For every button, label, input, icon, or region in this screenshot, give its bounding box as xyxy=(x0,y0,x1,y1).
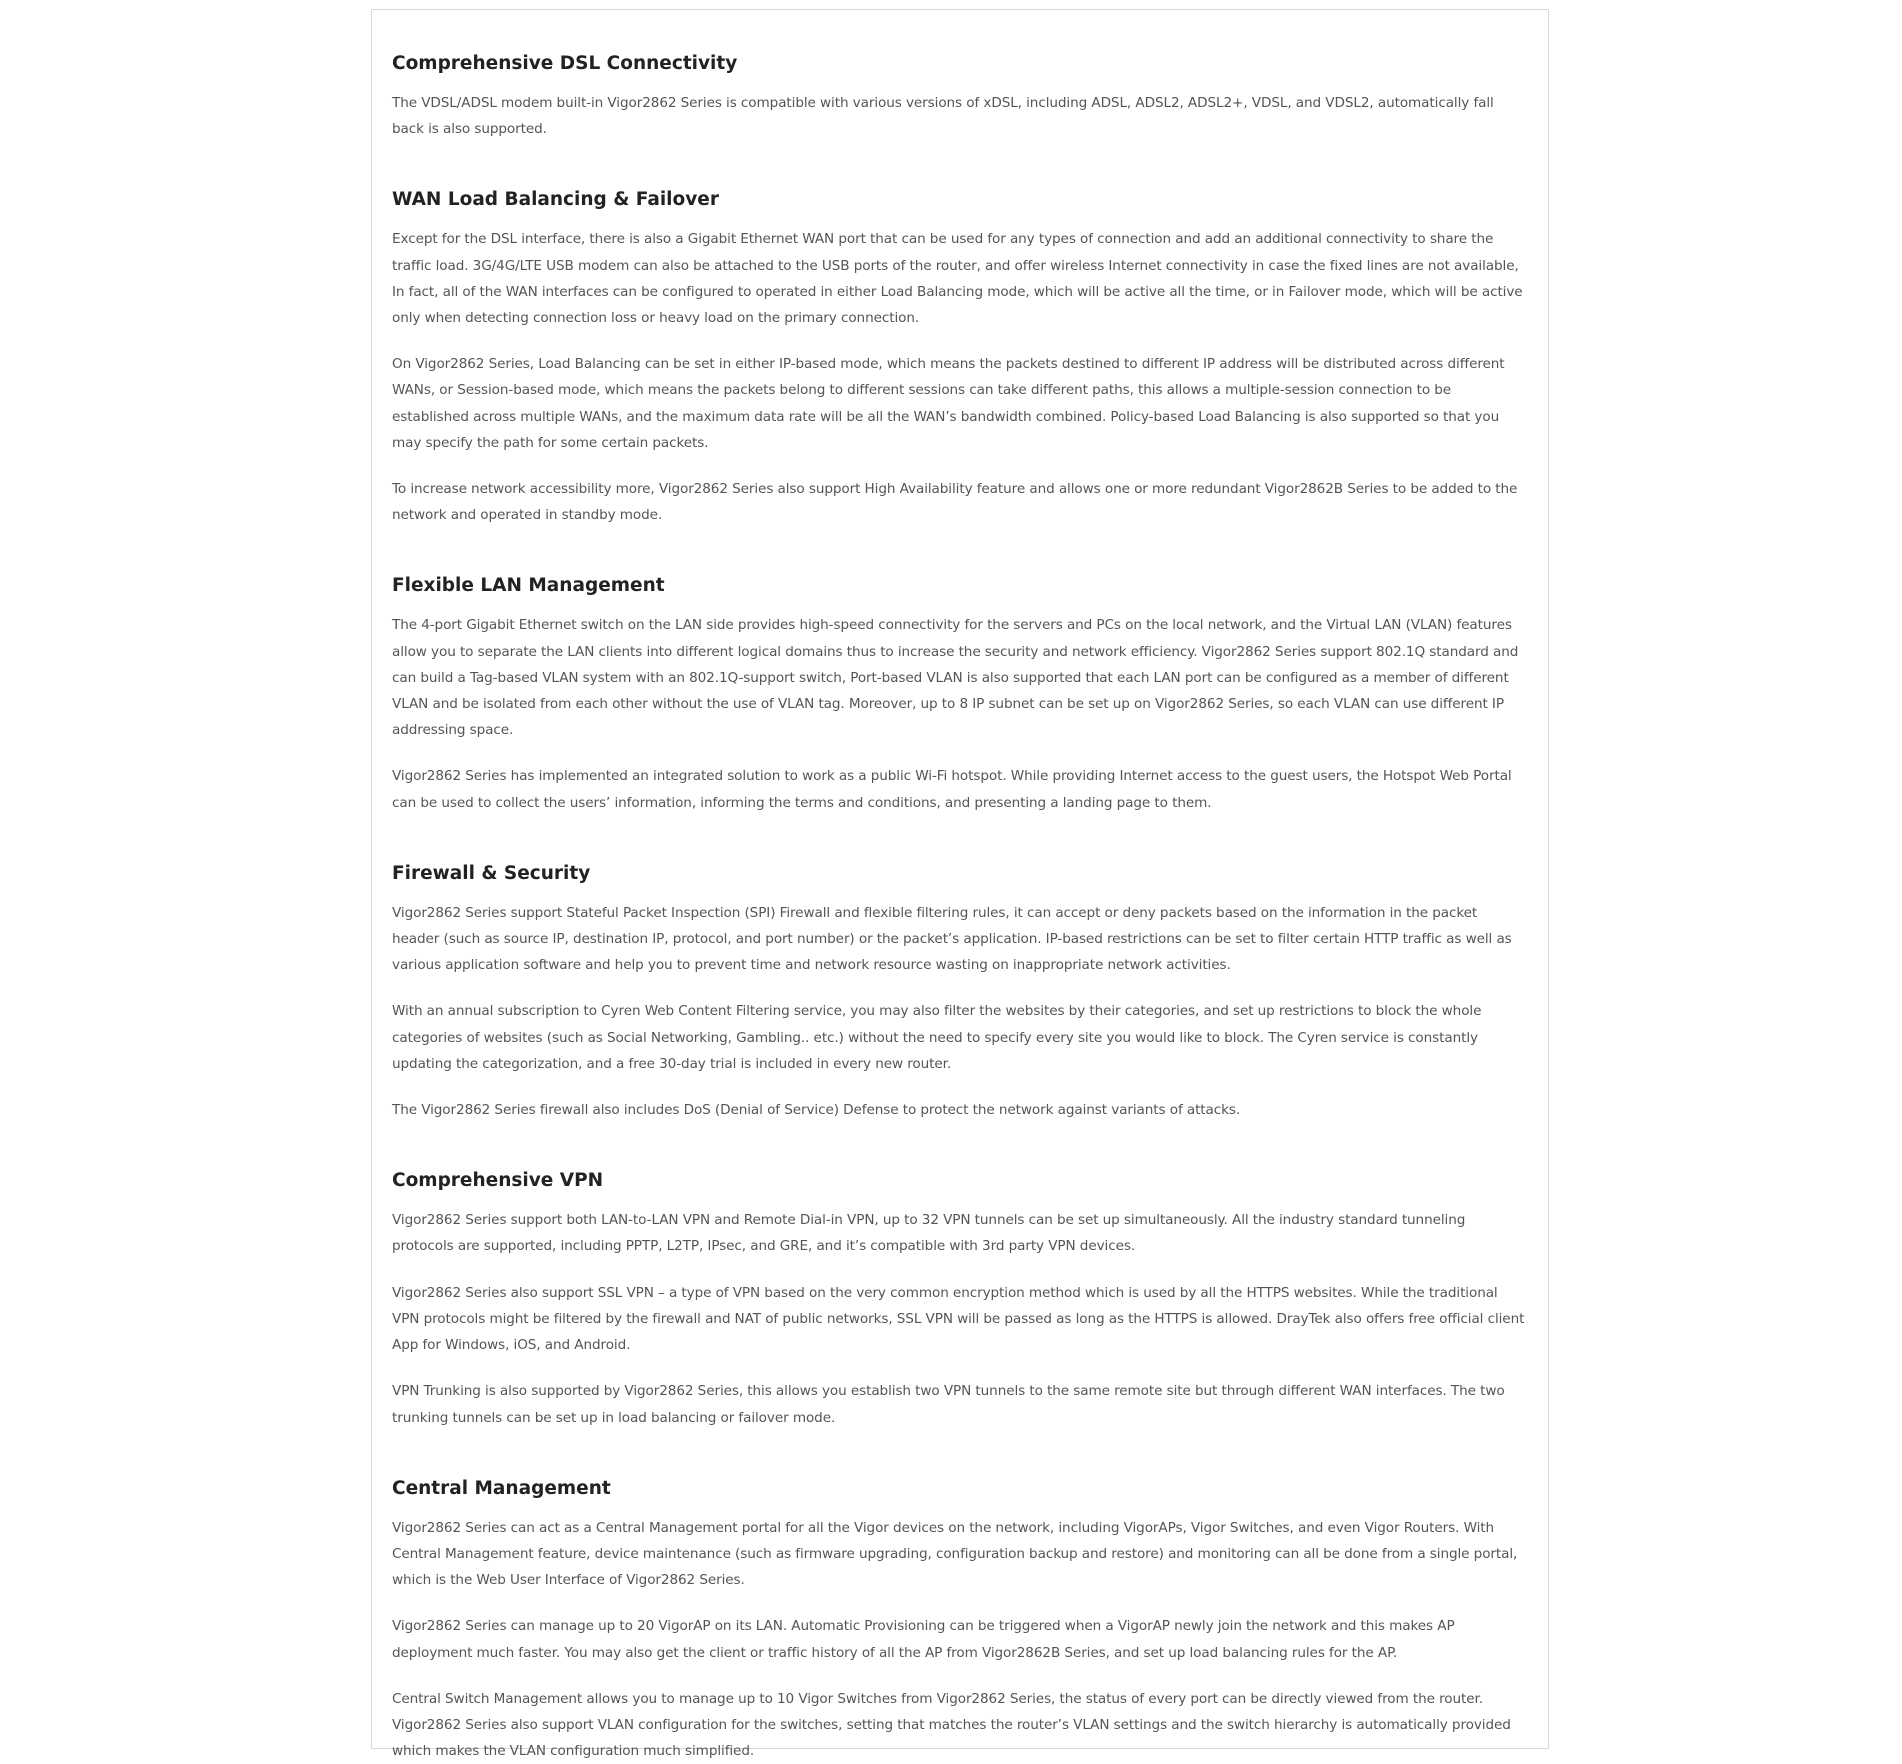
section-paragraph: Except for the DSL interface, there is also a Gigabit Ethernet WAN port that can be used for any types of connection and add an additional connectivity to share the traffic load. 3G/4G/LTE USB modem can also be attached to the USB ports of the router, and offer wireless Internet connectivity in case the fixed lines are not available, In fact, all of the WAN interfaces can be configured to operated in either Load Balancing mode, which will be active all the time, or in Failover mode, which will be active only when detecting connection loss or heavy load on the primary connection. xyxy=(392,231,1523,327)
section-heading: WAN Load Balancing & Failover xyxy=(392,189,719,211)
section-paragraph: Vigor2862 Series support Stateful Packet Inspection (SPI) Firewall and flexible filtering rules, it can accept or deny packets based on the information in the packet header (such as source IP, destination IP, protocol, and port number) or the packet’s application. IP-based restrictions can be set to filter certain HTTP traffic as well as various application software and help you to prevent time and network resource wasting on inappropriate network activities. xyxy=(392,904,1512,974)
section-heading: Central Management xyxy=(392,1477,611,1499)
section-paragraph: Vigor2862 Series can manage up to 20 VigorAP on its LAN. Automatic Provisioning can be triggered when a VigorAP newly join the network and this makes AP deployment much faster. You may also get the client or traffic history of all the AP from Vigor2862B Series, and set up load balancing rules for the AP. xyxy=(392,1618,1455,1661)
section-heading: Flexible LAN Management xyxy=(392,575,665,597)
section-comprehensive-vpn xyxy=(392,1169,1528,1430)
section-paragraph: With an annual subscription to Cyren Web Content Filtering service, you may also filter the websites by their categories, and set up restrictions to block the whole categories of websites (such as Social Networking, Gambling.. etc.) without the need to specify every site you would like to block. The Cyren service is constantly updating the categorization, and a free 30-day trial is included in every new router. xyxy=(392,1003,1482,1072)
section-firewall-security xyxy=(392,862,1528,1123)
section-paragraph: Vigor2862 Series support both LAN-to-LAN VPN and Remote Dial-in VPN, up to 32 VPN tunnels can be set up simultaneously. All the industry standard tunneling protocols are supported, including PPTP, L2TP, IPsec, and GRE, and it’s compatible with 3rd party VPN devices. xyxy=(392,1212,1466,1255)
section-paragraph: VPN Trunking is also supported by Vigor2862 Series, this allows you establish two VPN tunnels to the same remote site but through different WAN interfaces. The two trunking tunnels can be set up in load balancing or failover mode. xyxy=(392,1383,1505,1426)
section-paragraph: Central Switch Management allows you to manage up to 10 Vigor Switches from Vigor2862 Series, the status of every port can be directly viewed from the router. Vigor2862 Series also support VLAN configuration for the switches, setting that matches the router’s VLAN settings and the switch hierarchy is automatically provided which makes the VLAN configuration much simplified. xyxy=(392,1690,1511,1760)
section-paragraph: On Vigor2862 Series, Load Balancing can be set in either IP-based mode, which means the packets destined to different IP address will be distributed across different WANs, or Session-based mode, which means the packets belong to different sessions can take different paths, this allows a multiple-session connection to be established across multiple WANs, and the maximum data rate will be all the WAN’s bandwidth combined. Policy-based Load Balancing is also supported so that you may specify the path for some certain packets. xyxy=(392,356,1505,451)
section-paragraph: The VDSL/ADSL modem built-in Vigor2862 Series is compatible with various versions of xDSL, including ADSL, ADSL2, ADSL2+, VDSL, and VDSL2, automatically fall back is also supported. xyxy=(392,95,1494,138)
section-central-management xyxy=(392,1477,1528,1764)
section-paragraph: Vigor2862 Series also support SSL VPN – a type of VPN based on the very common encryption method which is used by all the HTTPS websites. While the traditional VPN protocols might be filtered by the firewall and NAT of public networks, SSL VPN will be passed as long as the HTTPS is allowed. DrayTek also offers free official client App for Windows, iOS, and Android. xyxy=(392,1284,1525,1354)
section-heading: Comprehensive DSL Connectivity xyxy=(392,53,738,74)
section-paragraph: The Vigor2862 Series firewall also includes DoS (Denial of Service) Defense to protect the network against variants of attacks. xyxy=(392,1102,1241,1119)
section-paragraph: Vigor2862 Series has implemented an integrated solution to work as a public Wi-Fi hotspot. While providing Internet access to the guest users, the Hotspot Web Portal can be used to collect the users’ information, informing the terms and conditions, and presenting a landing page to them. xyxy=(392,768,1512,811)
section-heading: Firewall & Security xyxy=(392,862,591,884)
section-lan-management xyxy=(392,574,1528,815)
section-heading: Comprehensive VPN xyxy=(392,1170,604,1192)
section-paragraph: The 4-port Gigabit Ethernet switch on the LAN side provides high-speed connectivity for the servers and PCs on the local network, and the Virtual LAN (VLAN) features allow you to separate the LAN clients into different logical domains thus to increase the security and network efficiency. Vigor2862 Series support 802.1Q standard and can build a Tag-based VLAN system with an 802.1Q-support switch, Port-based VLAN is also supported that each LAN port can be configured as a member of different VLAN and be isolated from each other without the use of VLAN tag. Moreover, up to 8 IP subnet can be set up on Vigor2862 Series, so each VLAN can use different IP addressing space. xyxy=(392,617,1519,739)
section-paragraph: Vigor2862 Series can act as a Central Management portal for all the Vigor devices on the network, including VigorAPs, Vigor Switches, and even Vigor Routers. With Central Management feature, device maintenance (such as firmware upgrading, configuration backup and restore) and monitoring can all be done from a single portal, which is the Web User Interface of Vigor2862 Series. xyxy=(392,1519,1518,1589)
section-wan-load-balancing xyxy=(392,188,1528,528)
section-paragraph: To increase network accessibility more, Vigor2862 Series also support High Availability feature and allows one or more redundant Vigor2862B Series to be added to the network and operated in standby mode. xyxy=(392,481,1518,524)
section-dsl-connectivity xyxy=(392,52,1528,142)
content-panel xyxy=(371,9,1549,1760)
